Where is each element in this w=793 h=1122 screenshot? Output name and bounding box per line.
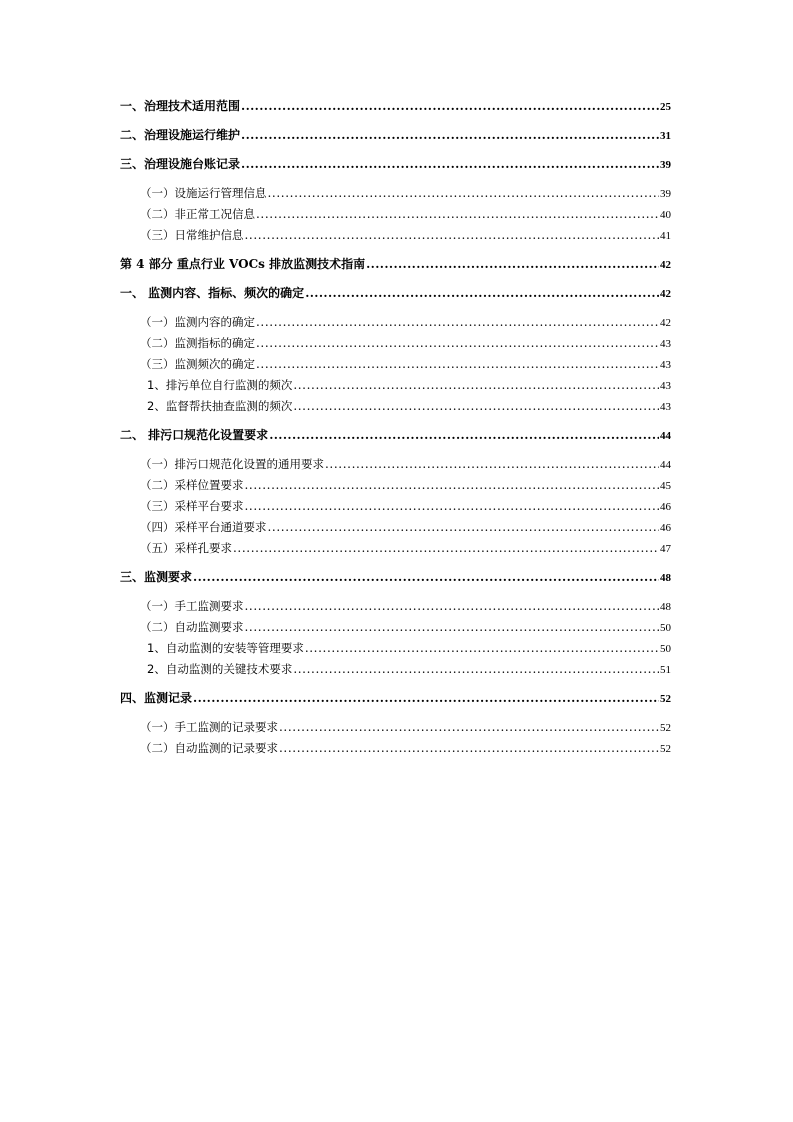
- toc-entry-title: 2、监督帮扶抽查监测的频次: [147, 399, 293, 413]
- toc-entry-level1[interactable]: [120, 283, 671, 304]
- toc-leader-dots: [279, 738, 659, 759]
- toc-entry-title: （一）手工监测的记录要求: [140, 720, 278, 734]
- toc-entry-title: 四、监测记录: [120, 691, 193, 705]
- toc-leader-dots: [293, 396, 659, 417]
- toc-entry-title: （三）采样平台要求: [140, 499, 244, 513]
- toc-entry-title: 三、监测要求: [120, 570, 193, 584]
- toc-entry-title: （二）非正常工况信息: [140, 207, 255, 221]
- toc-leader-dots: [269, 425, 659, 446]
- toc-leader-dots: [293, 375, 659, 396]
- toc-leader-dots: [268, 517, 660, 538]
- toc-leader-dots: [245, 596, 660, 617]
- toc-entry-page: 43: [660, 401, 671, 413]
- toc-entry-level2[interactable]: [120, 617, 671, 638]
- toc-entry-title: （一）监测内容的确定: [140, 315, 255, 329]
- toc-entry-level1[interactable]: [120, 567, 671, 588]
- toc-leader-dots: [305, 283, 659, 304]
- toc-entry-title: 1、自动监测的安装等管理要求: [147, 641, 304, 655]
- toc-leader-dots: [305, 638, 659, 659]
- toc-entry-title: （二）自动监测的记录要求: [140, 741, 278, 755]
- toc-entry-level1[interactable]: [120, 425, 671, 446]
- toc-entry-page: 45: [660, 480, 671, 492]
- toc-entry-level3[interactable]: [120, 396, 671, 417]
- toc-entry-page: 52: [660, 693, 671, 705]
- toc-leader-dots: [193, 688, 659, 709]
- toc-entry-level1[interactable]: [120, 96, 671, 117]
- toc-leader-dots: [256, 333, 659, 354]
- toc-leader-dots: [256, 354, 659, 375]
- toc-entry-level2[interactable]: [120, 354, 671, 375]
- toc-entry-level1[interactable]: [120, 125, 671, 146]
- toc-leader-dots: [245, 475, 660, 496]
- toc-entry-level2[interactable]: [120, 204, 671, 225]
- toc-leader-dots: [245, 496, 660, 517]
- toc-entry-title: 一、治理技术适用范围: [120, 99, 241, 113]
- toc-entry-title: 1、排污单位自行监测的频次: [147, 378, 293, 392]
- table-of-contents: [120, 96, 671, 759]
- toc-leader-dots: [325, 454, 659, 475]
- toc-leader-dots: [293, 659, 659, 680]
- toc-entry-page: 42: [660, 288, 671, 300]
- toc-entry-level2[interactable]: [120, 312, 671, 333]
- toc-entry-title: 2、自动监测的关键技术要求: [147, 662, 293, 676]
- toc-entry-level2[interactable]: [120, 454, 671, 475]
- toc-entry-level3[interactable]: [120, 638, 671, 659]
- toc-entry-level2[interactable]: [120, 496, 671, 517]
- toc-leader-dots: [268, 183, 660, 204]
- toc-entry-page: 25: [660, 101, 671, 113]
- toc-entry-page: 42: [660, 317, 671, 329]
- toc-entry-page: 52: [660, 722, 671, 734]
- toc-entry-title: （一）设施运行管理信息: [140, 186, 267, 200]
- toc-leader-dots: [241, 96, 659, 117]
- toc-entry-level3[interactable]: [120, 659, 671, 680]
- toc-entry-page: 43: [660, 359, 671, 371]
- toc-entry-title: （二）自动监测要求: [140, 620, 244, 634]
- toc-entry-page: 51: [660, 664, 671, 676]
- toc-entry-page: 39: [660, 159, 671, 171]
- toc-entry-page: 52: [660, 743, 671, 755]
- toc-leader-dots: [245, 225, 660, 246]
- toc-entry-page: 46: [660, 522, 671, 534]
- toc-entry-page: 47: [660, 543, 671, 555]
- toc-entry-title: （三）日常维护信息: [140, 228, 244, 242]
- toc-entry-level2[interactable]: [120, 225, 671, 246]
- toc-entry-title: 三、治理设施台账记录: [120, 157, 241, 171]
- toc-leader-dots: [241, 154, 659, 175]
- toc-leader-dots: [366, 254, 659, 275]
- toc-leader-dots: [233, 538, 659, 559]
- toc-entry-page: 48: [660, 601, 671, 613]
- toc-entry-part[interactable]: [120, 254, 671, 275]
- toc-entry-level1[interactable]: [120, 154, 671, 175]
- toc-leader-dots: [245, 617, 660, 638]
- toc-entry-level2[interactable]: [120, 333, 671, 354]
- toc-entry-page: 41: [660, 230, 671, 242]
- toc-entry-title: （一）手工监测要求: [140, 599, 244, 613]
- toc-leader-dots: [256, 204, 659, 225]
- toc-entry-page: 39: [660, 188, 671, 200]
- toc-entry-title: 二、 排污口规范化设置要求: [120, 428, 269, 442]
- toc-leader-dots: [256, 312, 659, 333]
- toc-entry-title: 第 4 部分 重点行业 VOCs 排放监测技术指南: [120, 257, 366, 271]
- toc-entry-page: 50: [660, 622, 671, 634]
- toc-entry-title: （二）监测指标的确定: [140, 336, 255, 350]
- toc-entry-page: 48: [660, 572, 671, 584]
- toc-entry-title: （五）采样孔要求: [140, 541, 232, 555]
- toc-entry-level2[interactable]: [120, 517, 671, 538]
- toc-entry-level3[interactable]: [120, 375, 671, 396]
- toc-entry-page: 46: [660, 501, 671, 513]
- toc-entry-title: 二、治理设施运行维护: [120, 128, 241, 142]
- toc-entry-title: （二）采样位置要求: [140, 478, 244, 492]
- toc-entry-page: 42: [660, 259, 671, 271]
- toc-entry-level2[interactable]: [120, 717, 671, 738]
- toc-leader-dots: [193, 567, 659, 588]
- toc-entry-level2[interactable]: [120, 183, 671, 204]
- toc-entry-title: （三）监测频次的确定: [140, 357, 255, 371]
- toc-entry-title: （四）采样平台通道要求: [140, 520, 267, 534]
- toc-entry-title: 一、 监测内容、指标、频次的确定: [120, 286, 305, 300]
- toc-entry-level2[interactable]: [120, 475, 671, 496]
- toc-entry-page: 44: [660, 430, 671, 442]
- toc-leader-dots: [279, 717, 659, 738]
- toc-entry-title: （一）排污口规范化设置的通用要求: [140, 457, 324, 471]
- toc-entry-page: 43: [660, 380, 671, 392]
- toc-entry-page: 40: [660, 209, 671, 221]
- toc-leader-dots: [241, 125, 659, 146]
- toc-entry-page: 43: [660, 338, 671, 350]
- toc-entry-page: 44: [660, 459, 671, 471]
- toc-entry-page: 31: [660, 130, 671, 142]
- toc-entry-level2[interactable]: [120, 738, 671, 759]
- toc-entry-level2[interactable]: [120, 596, 671, 617]
- toc-entry-level2[interactable]: [120, 538, 671, 559]
- toc-entry-level1[interactable]: [120, 688, 671, 709]
- toc-entry-page: 50: [660, 643, 671, 655]
